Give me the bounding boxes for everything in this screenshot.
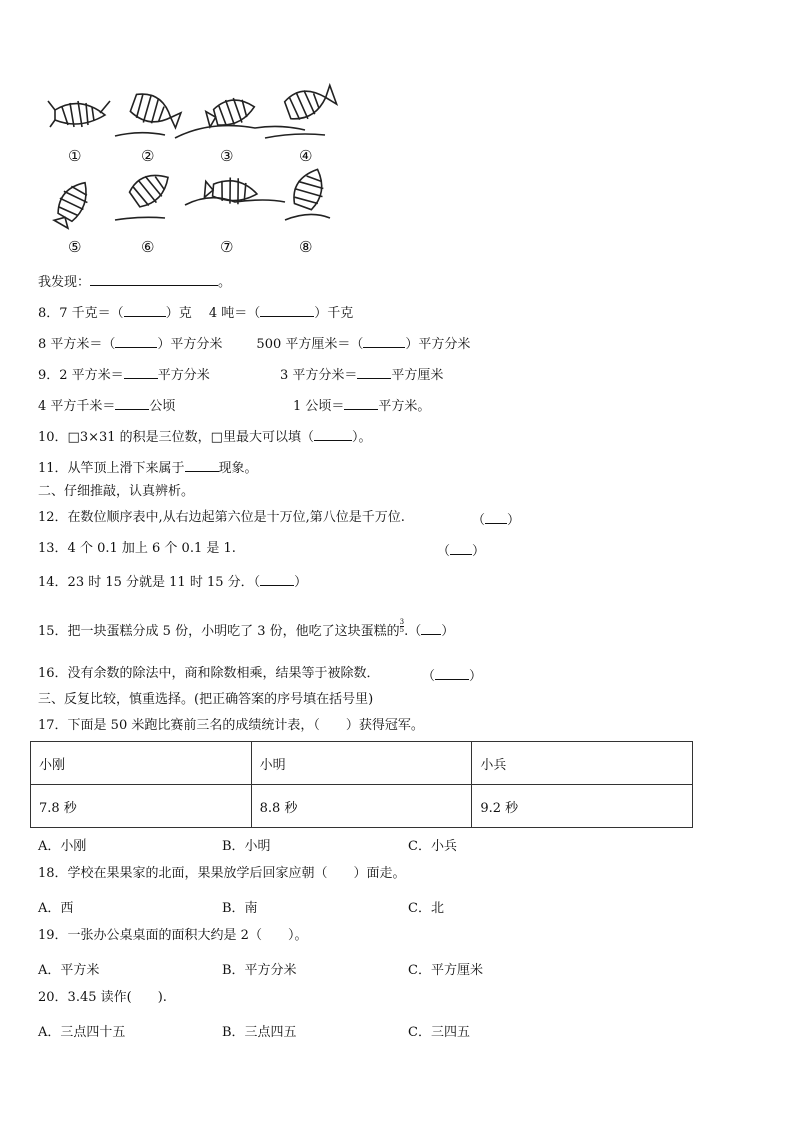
q13-paren-left: （ [437,544,451,559]
q8-blank-3[interactable] [115,334,157,348]
fish-label-3: ③ [220,147,234,165]
q9-text-d: 平方厘米 [391,368,444,383]
fish-sketch-8 [290,164,331,212]
q9-line1-right [280,365,443,384]
q9-text-h: 平方米。 [378,399,431,414]
q15-paren-right: ） [441,624,455,639]
table-cell-name: 小明 [251,742,472,785]
discover-prefix: 我发现： [38,275,91,290]
q8-text-f: 500 平方厘米＝（ [256,337,364,352]
q20-option-c[interactable]: C．三四五 [408,1025,470,1040]
q10-line [38,427,371,446]
q19-line: 19．一张办公桌桌面的面积大约是 2（ ）。 [38,928,308,943]
q8-text-b: ）克 4 吨＝（ [165,306,261,321]
table-cell-name: 小刚 [31,742,252,785]
q16-paren-right: ） [469,669,483,684]
q16-line [38,666,380,682]
q18-option-c[interactable]: C．北 [408,901,444,916]
q15-frac-num: 3 [399,618,405,626]
q18-option-a[interactable]: A．西 [38,901,74,916]
q16-paren[interactable] [422,666,482,685]
q8-blank-1[interactable] [124,303,166,317]
q14-blank[interactable] [260,572,294,586]
q9-blank-4[interactable] [344,396,378,410]
q15-line [38,619,454,640]
table-cell-time: 8.8 秒 [251,785,472,828]
q10-text-a: 10．□3×31 的积是三位数，□里最大可以填（ [38,430,314,445]
fish-label-7: ⑦ [220,238,234,256]
q11-text-b: 现象。 [218,461,258,476]
q9-text-a: 9．2 平方米＝ [38,368,124,383]
q11-text-a: 11．从竿顶上滑下来属于 [38,461,185,476]
q12-text: 12．在数位顺序表中,从右边起第六位是十万位,第八位是千万位. [38,510,405,525]
q9-line2 [38,396,175,415]
q9-text-f: 公顷 [149,399,176,414]
q12-blank[interactable] [485,510,507,524]
q20-line: 20．3.45 读作( ). [38,990,167,1005]
fish-sketch-6 [127,165,176,212]
fish-sketch-2 [128,90,183,134]
q9-line1 [38,365,210,384]
fish-label-2: ② [141,147,155,165]
q13-paren-right: ） [472,544,486,559]
results-table [30,741,693,828]
q14-line [38,572,307,591]
q12-paren-left: （ [472,513,486,528]
q10-blank[interactable] [314,427,352,441]
q16-paren-left: （ [422,669,436,684]
fish-sketch-1 [48,101,110,127]
q9-text-b: 平方分米 [157,368,210,383]
q9-blank-1[interactable] [124,365,158,379]
q13-line [38,541,236,557]
q12-paren[interactable] [472,510,520,529]
q15-blank[interactable] [421,621,441,635]
q14-paren-right: ） [294,575,308,590]
q17-option-b[interactable]: B．小明 [222,839,271,854]
q9-text-c: 3 平方分米＝ [280,368,358,383]
q20-option-a[interactable]: A．三点四十五 [38,1025,126,1040]
table-row [31,742,693,785]
q19-option-b[interactable]: B．平方分米 [222,963,297,978]
q15-tail: .（ [404,624,422,639]
q15-frac-den: 5 [399,626,405,634]
q13-blank[interactable] [450,541,472,555]
q8-blank-4[interactable] [363,334,405,348]
fish-label-6: ⑥ [141,238,155,256]
q19-option-c[interactable]: C．平方厘米 [408,963,483,978]
section-2-heading: 二、仔细推敲，认真辨析。 [38,484,195,499]
discover-suffix: 。 [218,275,232,290]
q12-line [38,510,405,526]
q9-line2-right [293,396,430,415]
table-row [31,785,693,828]
q9-text-g: 1 公顷＝ [293,399,345,414]
q10-text-b: ）。 [351,430,372,445]
q20-option-b[interactable]: B．三点四五 [222,1025,297,1040]
q19-option-a[interactable]: A．平方米 [38,963,100,978]
section-3-heading: 三、反复比较，慎重选择。(把正确答案的序号填在括号里) [38,692,374,707]
q8-text-c: ）千克 [314,306,354,321]
q11-blank[interactable] [185,458,219,472]
q8-line1 [38,303,353,322]
q8-text-e: ）平方分米 [157,337,223,352]
q8-text-d: 8 平方米＝（ [38,337,116,352]
fish-sketch-5 [49,176,96,231]
table-cell-time: 7.8 秒 [31,785,252,828]
table-cell-time: 9.2 秒 [472,785,693,828]
q8-text-a: 8．7 千克＝（ [38,306,124,321]
q11-line [38,458,258,477]
fish-label-1: ① [68,147,82,165]
q17-option-c[interactable]: C．小兵 [408,839,457,854]
q17-option-a[interactable]: A．小刚 [38,839,87,854]
q13-paren[interactable] [437,541,485,560]
fish-sketch-4 [283,81,338,125]
q8-line2 [38,334,470,353]
discover-line [38,272,231,291]
q9-text-e: 4 平方千米＝ [38,399,116,414]
table-cell-name: 小兵 [472,742,693,785]
fish-label-4: ④ [299,147,313,165]
q16-blank[interactable] [435,666,469,680]
discover-blank[interactable] [90,272,218,286]
q8-text-g: ）平方分米 [405,337,471,352]
fish-label-5: ⑤ [68,238,82,256]
q12-paren-right: ） [507,513,521,528]
q16-text: 16．没有余数的除法中，商和除数相乘，结果等于被除数． [38,666,380,681]
fish-figure [40,80,340,260]
q13-text: 13．4 个 0.1 加上 6 个 0.1 是 1. [38,541,236,556]
fish-label-8: ⑧ [299,238,313,256]
q17-line: 17．下面是 50 米跑比赛前三名的成绩统计表，（ ）获得冠军。 [38,718,424,733]
q9-blank-3[interactable] [115,396,149,410]
q14-text: 14．23 时 15 分就是 11 时 15 分．（ [38,575,261,590]
q8-blank-2[interactable] [260,303,314,317]
q9-blank-2[interactable] [357,365,391,379]
q18-option-b[interactable]: B．南 [222,901,258,916]
q18-line: 18．学校在果果家的北面，果果放学后回家应朝（ ）面走。 [38,866,406,881]
q15-text: 15．把一块蛋糕分成 5 份，小明吃了 3 份，他吃了这块蛋糕的 [38,624,400,639]
